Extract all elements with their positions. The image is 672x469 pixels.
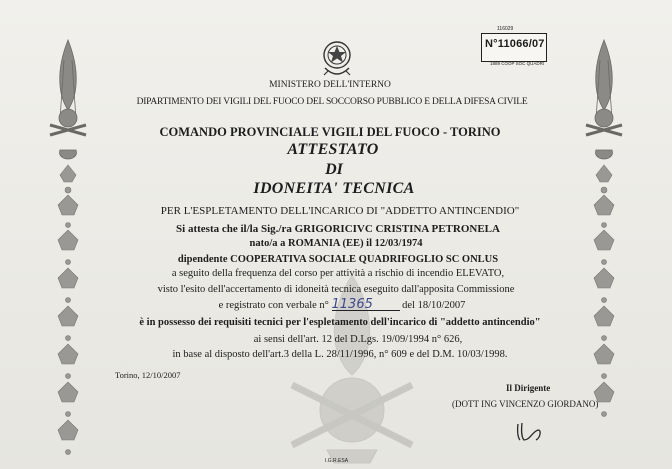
verification-line: visto l'esito dell'accertamento di idoneità tecnica eseguito dall'apposita Commissione	[157, 284, 515, 295]
department-label: DIPARTIMENTO DEI VIGILI DEL FUOCO DEL SOCCORSO PUBBLICO E DELLA DIFESA CIVILE	[136, 97, 528, 107]
signer-role: Il Dirigente	[506, 383, 551, 393]
title-di: DI	[325, 161, 343, 178]
registration-line	[6, 299, 672, 311]
registration-number: 11365	[332, 299, 400, 311]
title-attestato: ATTESTATO	[287, 141, 379, 158]
serial-bottom-code: 1889 COOP SOC QUADRI	[490, 61, 545, 66]
signature-icon	[512, 418, 562, 444]
signer-name: (DOTT ING VINCENZO GIORDANO)	[452, 399, 599, 409]
law-reference-1: ai sensi dell'art. 12 del D.Lgs. 19/09/1994 n° 626,	[253, 334, 463, 345]
printer-mark: I.G.R.ESA	[325, 458, 349, 464]
attests-line: Si attesta che il/la Sig./ra GRIGORICIVC CRISTINA PETRONELA	[176, 223, 500, 235]
serial-number: N°11066/07	[485, 38, 545, 50]
purpose-line: PER L'ESPLETAMENTO DELL'INCARICO DI "ADDETTO ANTINCENDIO"	[160, 205, 520, 217]
title-idoneita-tecnica: IDONEITA' TECNICA	[253, 180, 415, 197]
serial-top-code: 116029	[497, 26, 514, 32]
provincial-command-label: COMANDO PROVINCIALE VIGILI DEL FUOCO - TORINO	[159, 125, 501, 139]
ministry-label: MINISTERO DELL'INTERNO	[269, 80, 391, 90]
law-reference-2: in base al disposto dell'art.3 della L. 28/11/1996, n° 609 e del D.M. 10/03/1998.	[172, 349, 508, 360]
course-line: a seguito della frequenza del corso per attività a rischio di incendio ELEVATO,	[171, 268, 505, 279]
employer-line: dipendente COOPERATIVA SOCIALE QUADRIFOGLIO SC ONLUS	[177, 254, 499, 265]
place-and-date: Torino, 12/10/2007	[115, 370, 181, 380]
possession-line: è in possesso dei requisiti tecnici per l'espletamento dell'incarico di "addetto antincendio"	[139, 317, 541, 328]
registration-prefix: e registrato con verbale n°	[218, 300, 329, 311]
birth-line: nato/a a ROMANIA (EE) il 12/03/1974	[249, 238, 423, 249]
italian-republic-emblem-icon	[320, 38, 354, 84]
registration-date: del 18/10/2007	[402, 300, 466, 311]
